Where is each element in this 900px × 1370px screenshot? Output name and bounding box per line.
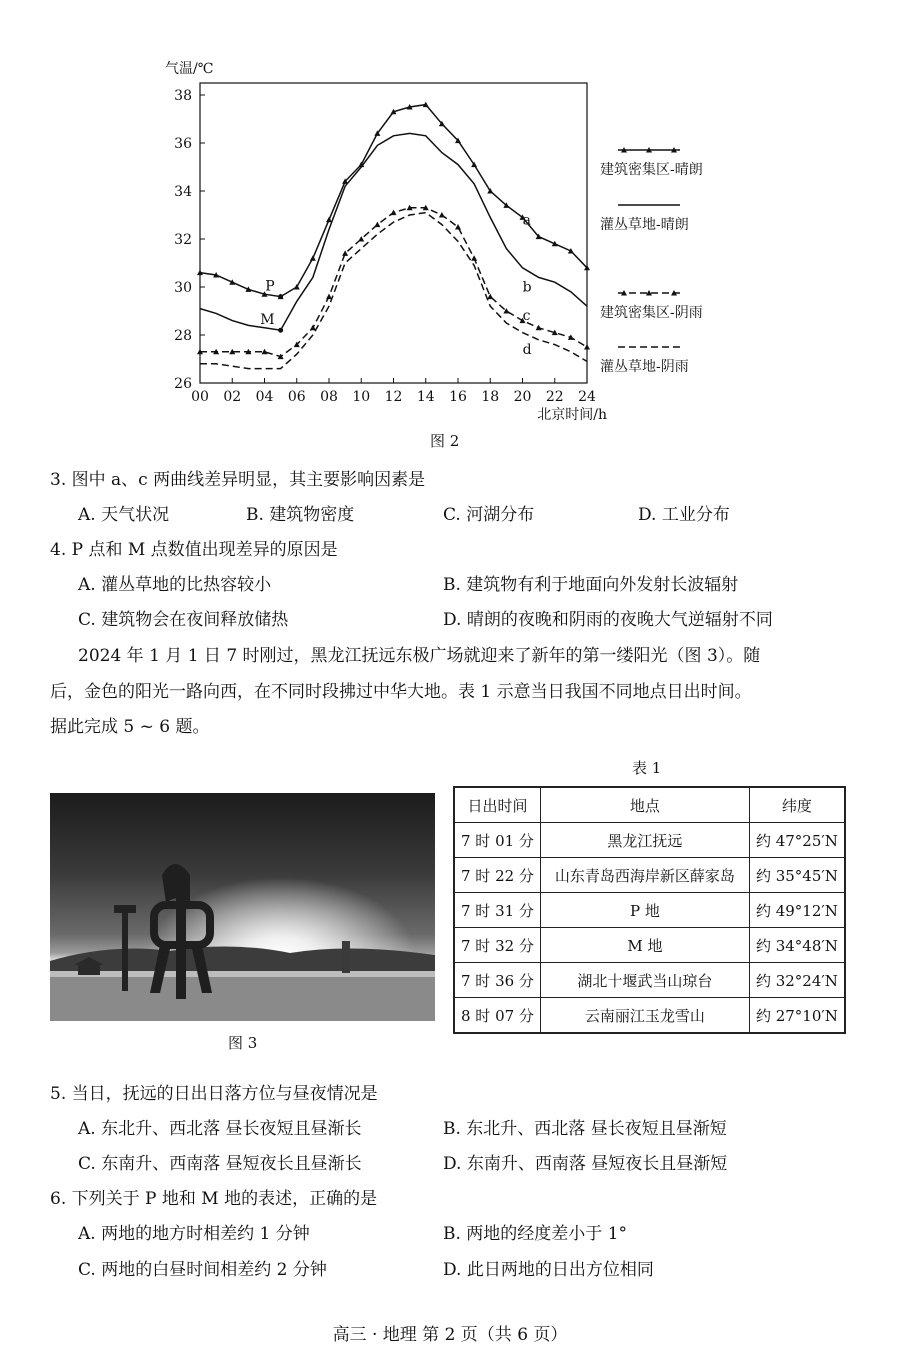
cell-location: 山东青岛西海岸新区薛家岛 [540,858,749,893]
header-latitude: 纬度 [749,787,844,823]
curve-label: b [522,279,532,296]
cell-latitude: 约 32°24′N [749,963,844,998]
cell-time: 7 时 01 分 [454,823,540,858]
q3-option-a: A. 天气状况 [78,505,170,525]
series-marker [310,325,316,331]
series-marker [536,325,542,331]
cell-time: 7 时 32 分 [454,928,540,963]
cell-time: 8 时 07 分 [454,998,540,1034]
sunrise-photo [50,793,435,1021]
cell-time: 7 时 22 分 [454,858,540,893]
cell-latitude: 约 47°25′N [749,823,844,858]
point-label: M [260,312,275,329]
table-row [454,893,845,928]
q6-option-a: A. 两地的地方时相差约 1 分钟 [78,1224,310,1244]
series-marker [326,217,332,223]
table-row [454,823,845,858]
q4-option-b: B. 建筑物有利于地面向外发射长波辐射 [443,575,739,595]
cell-latitude: 约 49°12′N [749,893,844,928]
series-marker [487,294,493,300]
q4-option-a: A. 灌丛草地的比热容较小 [78,575,272,595]
cell-location: M 地 [540,928,749,963]
x-axis-label: 北京时间/h [537,407,607,423]
intro-line-1: 2024 年 1 月 1 日 7 时刚过，黑龙江抚远东极广场就迎来了新年的第一缕阳光（图 3）。随 [78,646,761,666]
q6-option-c: C. 两地的白昼时间相差约 2 分钟 [78,1260,327,1280]
cell-location: P 地 [540,893,749,928]
x-tick-label: 20 [513,389,532,405]
series-marker [471,255,477,261]
q3-option-b: B. 建筑物密度 [246,505,355,525]
annotated-point [278,328,283,333]
series-marker [358,236,364,242]
figure3-caption: 图 3 [228,1034,258,1052]
legend-label: 灌丛草地-阴雨 [600,359,689,375]
q6-stem: 6. 下列关于 P 地和 M 地的表述，正确的是 [50,1189,378,1209]
x-tick-label: 06 [287,389,306,405]
series-line [200,105,587,297]
curve-label: c [522,307,531,324]
y-tick-label: 32 [174,232,192,248]
x-tick-label: 04 [255,389,274,405]
series-marker [455,224,461,230]
q5-option-a: A. 东北升、西北落 昼长夜短且昼渐长 [78,1119,362,1139]
x-tick-label: 08 [320,389,338,405]
y-tick-label: 36 [174,136,192,152]
series-marker [310,255,316,261]
x-tick-label: 22 [545,389,564,405]
series-marker [326,294,332,300]
figure2-caption: 图 2 [430,432,460,450]
q5-stem: 5. 当日，抚远的日出日落方位与昼夜情况是 [50,1084,378,1104]
x-tick-label: 02 [223,389,242,405]
series-marker [262,349,268,355]
y-tick-label: 30 [174,280,192,296]
cell-latitude: 约 35°45′N [749,858,844,893]
table1 [453,786,846,1034]
cell-time: 7 时 31 分 [454,893,540,928]
x-tick-label: 14 [416,389,435,405]
plot-frame [200,83,587,383]
sunrise-photo-art [50,793,435,1021]
x-tick-label: 16 [449,389,467,405]
cell-location: 云南丽江玉龙雪山 [540,998,749,1034]
cell-time: 7 时 36 分 [454,963,540,998]
series-marker [342,250,348,256]
curve-label: a [522,212,531,229]
legend-label: 建筑密集区-晴朗 [600,162,703,178]
y-tick-label: 26 [174,376,192,392]
q5-option-d: D. 东南升、西南落 昼短夜长且昼渐短 [443,1154,728,1174]
q3-option-d: D. 工业分布 [638,505,730,525]
curve-label: d [522,341,532,358]
intro-line-3: 据此完成 5 ~ 6 题。 [50,717,210,737]
series-marker [584,344,590,350]
y-tick-label: 34 [174,184,192,200]
x-tick-label: 18 [481,389,500,405]
q4-stem: 4. P 点和 M 点数值出现差异的原因是 [50,540,338,560]
legend-label: 灌丛草地-晴朗 [600,217,689,233]
y-axis-label: 气温/℃ [165,61,214,77]
chart-svg [150,55,770,450]
table1-title: 表 1 [632,759,662,777]
header-location: 地点 [540,787,749,823]
q3-stem: 3. 图中 a、c 两曲线差异明显，其主要影响因素是 [50,470,426,490]
q3-option-c: C. 河湖分布 [443,505,535,525]
q5-option-c: C. 东南升、西南落 昼短夜长且昼渐长 [78,1154,362,1174]
point-label: P [265,278,275,295]
q6-option-d: D. 此日两地的日出方位相同 [443,1260,654,1280]
series-marker [294,284,300,290]
q4-option-c: C. 建筑物会在夜间释放储热 [78,610,289,630]
series-marker [439,212,445,218]
cell-location: 湖北十堰武当山琼台 [540,963,749,998]
header-sunrise-time: 日出时间 [454,787,540,823]
q6-option-b: B. 两地的经度差小于 1° [443,1224,628,1244]
series-marker [374,222,380,228]
annotated-point [278,294,283,299]
y-tick-label: 28 [174,328,192,344]
table-row [454,858,845,893]
q5-option-b: B. 东北升、西北落 昼长夜短且昼渐短 [443,1119,727,1139]
table1-wrapper [453,786,846,1034]
cell-latitude: 约 34°48′N [749,928,844,963]
series-marker [391,210,397,216]
x-tick-label: 12 [384,389,403,405]
intro-line-2: 后，金色的阳光一路向西，在不同时段拂过中华大地。表 1 示意当日我国不同地点日出时间。 [50,682,752,702]
cell-location: 黑龙江抚远 [540,823,749,858]
page-footer: 高三 · 地理 第 2 页（共 6 页） [332,1325,568,1345]
x-tick-label: 00 [191,389,209,405]
table-row [454,998,845,1034]
series-line [200,133,587,330]
legend-label: 建筑密集区-阴雨 [600,305,703,321]
x-tick-label: 10 [352,389,371,405]
cell-latitude: 约 27°10′N [749,998,844,1034]
temperature-chart [150,55,770,450]
table-header-row [454,787,845,823]
x-tick-label: 24 [578,389,596,405]
y-tick-label: 38 [174,88,192,104]
table-row [454,963,845,998]
q4-option-d: D. 晴朗的夜晚和阴雨的夜晚大气逆辐射不同 [443,610,773,630]
table-row [454,928,845,963]
